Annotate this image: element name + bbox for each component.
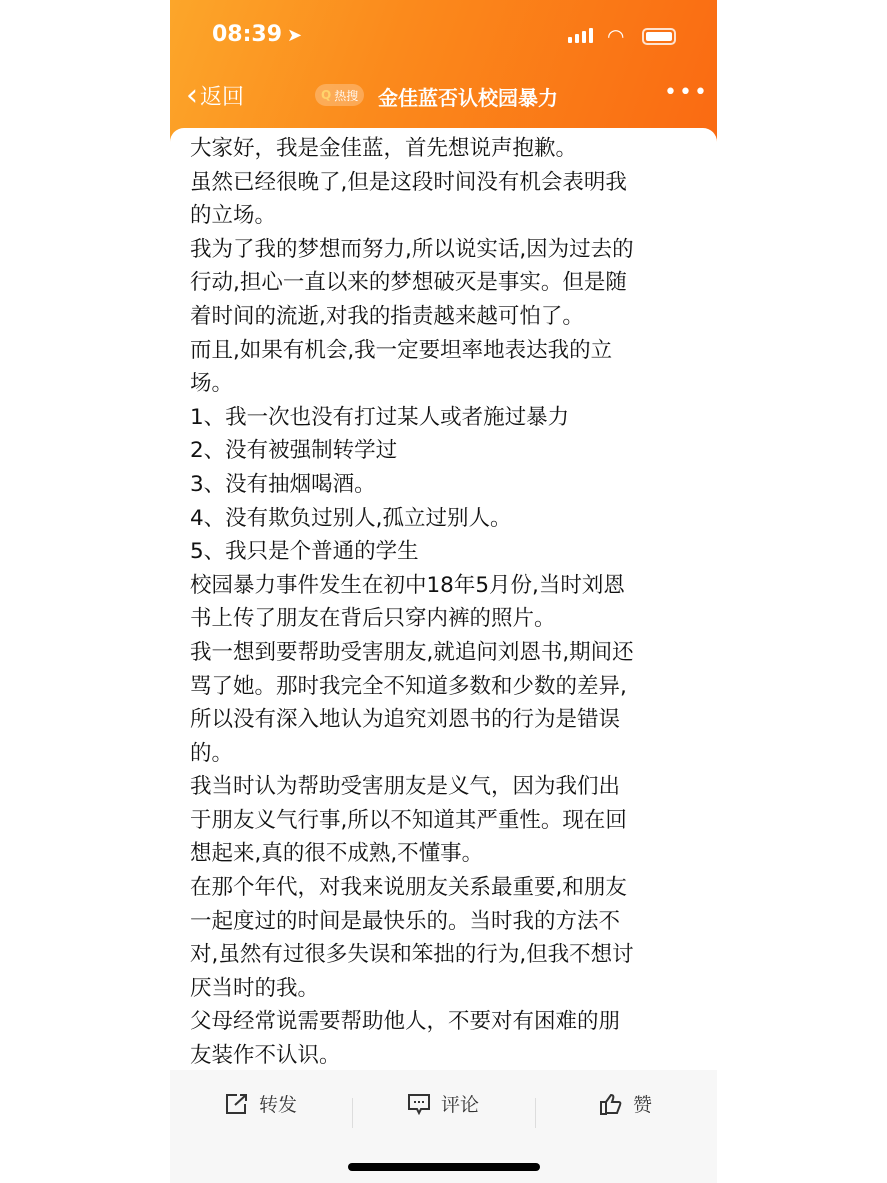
text-line: 想起来,真的很不成熟,不懂事。 bbox=[190, 841, 484, 867]
text-line: 着时间的流逝,对我的指责越来越可怕了。 bbox=[190, 303, 584, 329]
text-line: 行动,担心一直以来的梦想破灭是事实。但是随 bbox=[190, 270, 627, 296]
back-button[interactable] bbox=[186, 77, 245, 113]
content-card bbox=[170, 128, 717, 1070]
page-title: 金佳蓝否认校园暴力 bbox=[378, 86, 558, 110]
text-line: 友装作不认识。 bbox=[190, 1043, 341, 1069]
wifi-icon: ◠ bbox=[607, 24, 625, 48]
chevron-left-icon: ‹ bbox=[186, 77, 198, 113]
text-line: 所以没有深入地认为追究刘恩书的行为是错误 bbox=[190, 707, 621, 733]
comment-icon bbox=[407, 1093, 431, 1115]
battery-icon bbox=[642, 28, 676, 45]
like-button[interactable] bbox=[599, 1090, 652, 1117]
hot-badge-label: 热搜 bbox=[334, 88, 359, 103]
text-line: 4、没有欺负过别人,孤立过别人。 bbox=[190, 505, 512, 531]
text-line: 1、我一次也没有打过某人或者施过暴力 bbox=[190, 404, 570, 430]
text-line: 我当时认为帮助受害朋友是义气，因为我们出 bbox=[190, 774, 621, 800]
comment-button[interactable] bbox=[407, 1090, 479, 1117]
text-line: 而且,如果有机会,我一定要坦率地表达我的立 bbox=[190, 337, 613, 363]
text-line: 父母经常说需要帮助他人，不要对有困难的朋 bbox=[190, 1009, 621, 1035]
text-line: 我一想到要帮助受害朋友,就追问刘恩书,期间还 bbox=[190, 639, 634, 665]
text-line: 5、我只是个普通的学生 bbox=[190, 539, 419, 565]
phone-screen bbox=[170, 0, 717, 1183]
share-button[interactable] bbox=[225, 1090, 297, 1117]
more-icon[interactable]: ••• bbox=[664, 80, 709, 105]
text-line: 校园暴力事件发生在初中18年5月份,当时刘恩 bbox=[190, 572, 625, 598]
text-line: 于朋友义气行事,所以不知道其严重性。现在回 bbox=[190, 807, 627, 833]
text-line: 书上传了朋友在背后只穿内裤的照片。 bbox=[190, 606, 556, 632]
divider bbox=[352, 1098, 353, 1128]
text-line: 一起度过的时间是最快乐的。当时我的方法不 bbox=[190, 908, 621, 934]
share-label: 转发 bbox=[259, 1094, 298, 1116]
text-line: 骂了她。那时我完全不知道多数和少数的差异, bbox=[190, 673, 627, 699]
text-line: 在那个年代，对我来说朋友关系最重要,和朋友 bbox=[190, 875, 627, 901]
action-bar bbox=[170, 1070, 717, 1183]
home-indicator[interactable] bbox=[348, 1163, 540, 1171]
text-line: 我为了我的梦想而努力,所以说实话,因为过去的 bbox=[190, 236, 634, 262]
location-arrow-icon: ➤ bbox=[287, 25, 303, 46]
post-body bbox=[190, 132, 634, 1073]
text-line: 3、没有抽烟喝酒。 bbox=[190, 471, 376, 497]
hot-search-badge[interactable] bbox=[315, 84, 364, 106]
text-line: 2、没有被强制转学过 bbox=[190, 438, 398, 464]
like-label: 赞 bbox=[633, 1094, 653, 1116]
share-icon bbox=[225, 1093, 249, 1115]
thumbs-up-icon bbox=[599, 1093, 623, 1115]
text-line: 的立场。 bbox=[190, 203, 277, 229]
search-icon: Q bbox=[321, 88, 332, 102]
text-line: 虽然已经很晚了,但是这段时间没有机会表明我 bbox=[190, 169, 627, 195]
divider bbox=[535, 1098, 536, 1128]
status-time: 08:39 bbox=[212, 22, 283, 47]
text-line: 的。 bbox=[190, 740, 234, 766]
signal-icon bbox=[568, 28, 593, 43]
text-line: 大家好，我是金佳蓝，首先想说声抱歉。 bbox=[190, 136, 578, 161]
comment-label: 评论 bbox=[441, 1094, 480, 1116]
text-line: 厌当时的我。 bbox=[190, 975, 320, 1001]
text-line: 对,虽然有过很多失误和笨拙的行为,但我不想讨 bbox=[190, 942, 634, 968]
text-line: 场。 bbox=[190, 371, 234, 397]
back-label: 返回 bbox=[200, 85, 245, 110]
